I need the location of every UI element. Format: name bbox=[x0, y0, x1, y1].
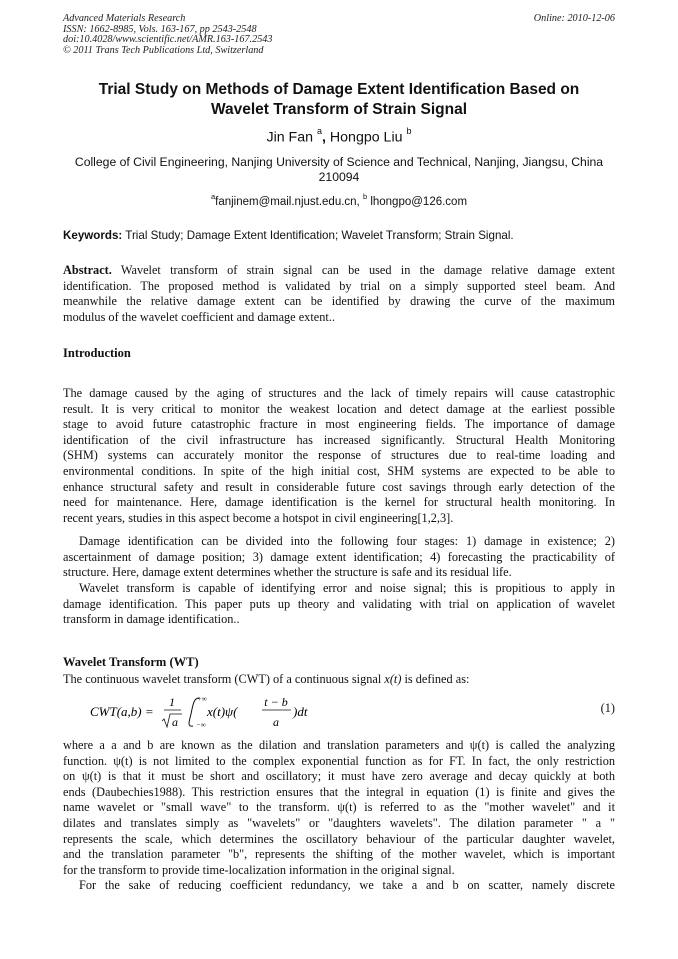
fraction-denominator: a bbox=[172, 715, 178, 729]
text-line: stage to avoid future catastrophic fracture in most engineering fields. The importance of damage bbox=[63, 417, 615, 432]
author-1-sup: a bbox=[317, 126, 323, 136]
keywords bbox=[63, 229, 615, 242]
inner-denominator: a bbox=[273, 715, 279, 729]
text-line: where a a and b are known as the dilation and translation parameters and ψ(t) is called the analyzing bbox=[63, 738, 615, 752]
text-line bbox=[63, 672, 615, 688]
text-line: damage identification. This paper puts up theory and validating with trial on application of wavelet bbox=[63, 596, 615, 611]
author-separator: , bbox=[322, 129, 326, 146]
introduction-heading: Introduction bbox=[63, 346, 131, 360]
text-line: name wavelet or "small wave" to the transform. ψ(t) is referred to as the "mother wavelet" and it bbox=[63, 800, 615, 815]
intro-paragraph-3 bbox=[63, 581, 615, 628]
wt-intro bbox=[63, 672, 615, 688]
author-line bbox=[63, 128, 615, 146]
equation-number: (1) bbox=[600, 701, 615, 715]
wavelet-transform-heading: Wavelet Transform (WT) bbox=[63, 655, 199, 669]
journal-header bbox=[63, 14, 615, 56]
text-line: result. It is very critical to monitor the weakest location and detect damage at the earliest possible bbox=[63, 401, 615, 416]
inner-numerator: t − b bbox=[264, 695, 288, 709]
copyright-line: © 2011 Trans Tech Publications Ltd, Switzerland bbox=[63, 44, 264, 56]
author-2-sup: b bbox=[406, 126, 412, 136]
signal-symbol: x(t) bbox=[384, 672, 402, 686]
affiliation-line-2: 210094 bbox=[318, 170, 360, 184]
text-line: and the translation parameter "b", represents the shifting of the mother wavelet, which is important bbox=[63, 847, 615, 862]
integral-upper-limit: +∞ bbox=[197, 695, 207, 703]
author-1: Jin Fan bbox=[266, 129, 313, 146]
text-line: Damage identification can be divided into the following four stages: 1) damage in existence; 2) bbox=[79, 534, 615, 548]
text-line: identification of the civil infrastructure has increased significantly. Structural Health Monitoring bbox=[63, 432, 615, 447]
online-date: Online: 2010-12-06 bbox=[533, 13, 615, 24]
text-line: ends (Daubechies1988). This restriction ensures that the integral in equation (1) is finite and gives the bbox=[63, 784, 615, 799]
title-line-2: Wavelet Transform of Strain Signal bbox=[210, 101, 468, 118]
abstract-line: modulus of the wavelet coefficient and damage extent.. bbox=[63, 309, 335, 324]
author-emails bbox=[63, 193, 615, 208]
affiliation bbox=[63, 155, 615, 185]
title-line-1: Trial Study on Methods of Damage Extent Identification Based on bbox=[98, 81, 580, 98]
wt-intro-tail: is defined as: bbox=[401, 672, 470, 686]
abstract bbox=[63, 263, 615, 325]
email-a: fanjinem@mail.njust.edu.cn, bbox=[215, 195, 363, 208]
author-2: Hongpo Liu bbox=[329, 129, 403, 146]
wt-paragraph bbox=[63, 738, 615, 894]
abstract-line: meanwhile the relative damage extent can be identified by drawing the curve of the maximum bbox=[63, 294, 615, 309]
text-line: enhance structural safety and result in considerable future cost savings through early detection of the bbox=[63, 479, 615, 494]
integrand: x(t)ψ( bbox=[207, 704, 238, 719]
text-line: on ψ(t) is that it must be short and oscillatory; it must have zero average and decay quickly at both bbox=[63, 769, 615, 784]
email-b: lhongpo@126.com bbox=[367, 195, 468, 208]
equation-1 bbox=[90, 692, 615, 732]
abstract-text: Wavelet transform of strain signal can be used in the damage relative damage extent bbox=[111, 263, 615, 277]
equation-lhs: CWT(a,b) = bbox=[90, 704, 154, 719]
cwt-equation-svg bbox=[90, 692, 380, 732]
text-line: need for maintenance. Here, damage identification is the kernel for structural health monitoring. In bbox=[63, 495, 615, 510]
text-line: for the transform to provide time-localization information in the original signal. bbox=[63, 862, 455, 877]
text-line: function. ψ(t) is not limited to the complex exponential function as for FT. In fact, the only restriction bbox=[63, 753, 615, 768]
text-line: For the sake of reducing coefficient redundancy, we take a and b on scatter, namely discrete bbox=[79, 878, 615, 893]
journal-name: Advanced Materials Research bbox=[63, 13, 186, 24]
text-line: structure. Here, damage extent determines whether the structure is safe and its residual life. bbox=[63, 565, 512, 580]
abstract-label: Abstract. bbox=[63, 263, 112, 277]
text-line: dilates and translates simply as "wavelets" or "daughters wavelets". The dilation parameter " a " bbox=[63, 815, 615, 830]
abstract-line bbox=[63, 263, 615, 279]
text-line: transform in damage identification.. bbox=[63, 612, 240, 627]
email-a-sup: a bbox=[210, 192, 216, 201]
doi-line: doi:10.4028/www.scientific.net/AMR.163-167.2543 bbox=[63, 34, 273, 46]
keywords-text: Trial Study; Damage Extent Identification; Wavelet Transform; Strain Signal. bbox=[122, 229, 514, 242]
affiliation-line-1: College of Civil Engineering, Nanjing University of Science and Technical, Nanjing, Jiangsu, China bbox=[74, 155, 604, 169]
text-line: represents the scale, which determines the oscillatory behaviour of the particular daughter wavelet, bbox=[63, 831, 615, 846]
intro-paragraph-1 bbox=[63, 386, 615, 526]
integral-lower-limit: −∞ bbox=[196, 721, 206, 729]
wt-intro-text: The continuous wavelet transform (CWT) of a continuous signal bbox=[63, 672, 382, 686]
text-line: recent years, studies in this aspect become a hotspot in civil engineering[1,2,3]. bbox=[63, 510, 454, 525]
keywords-label: Keywords: bbox=[63, 229, 123, 242]
issn-line: ISSN: 1662-8985, Vols. 163-167, pp 2543-2548 bbox=[63, 23, 257, 35]
text-line: environmental conditions. In spite of the high initial cost, SHM systems are expected to be able to bbox=[63, 463, 615, 478]
text-line: The damage caused by the aging of structures and the lack of timely repairs will cause catastrophic bbox=[63, 386, 615, 400]
text-line: Wavelet transform is capable of identifying error and noise signal; this is propitious to apply in bbox=[79, 581, 615, 595]
intro-paragraph-2 bbox=[63, 534, 615, 581]
abstract-line: identification. The proposed method is validated by trial on a simply supported steel beam. And bbox=[63, 278, 615, 293]
text-line: (SHM) systems can accurately monitor the response of structures due to real-time loading and bbox=[63, 448, 615, 463]
text-line: ascertainment of damage position; 3) damage extent identification; 4) forecasting the practicability of bbox=[63, 549, 615, 564]
integrand-tail: )dt bbox=[293, 704, 308, 719]
fraction-numerator: 1 bbox=[169, 695, 175, 709]
paper-title bbox=[63, 80, 615, 120]
email-b-sup: b bbox=[362, 192, 368, 201]
